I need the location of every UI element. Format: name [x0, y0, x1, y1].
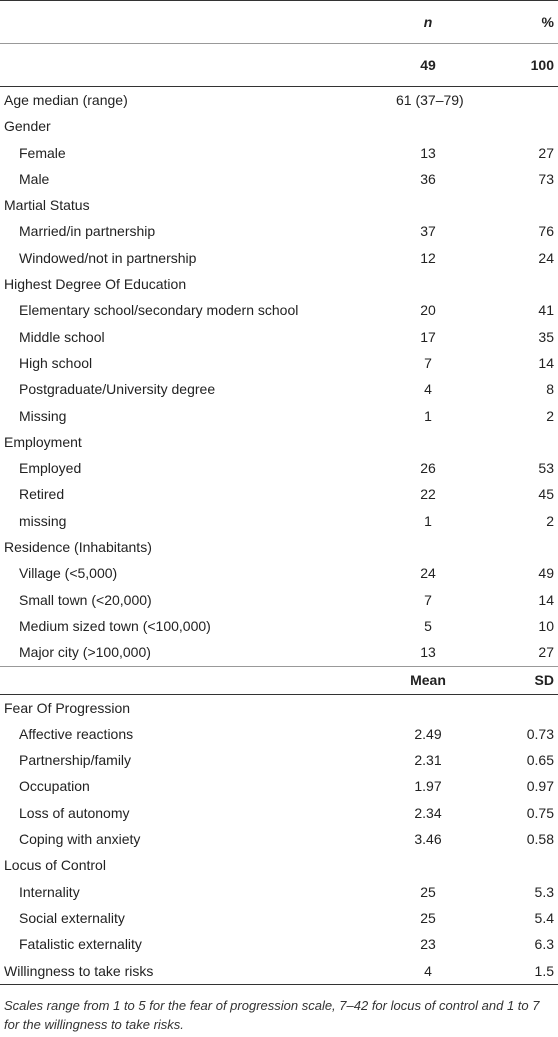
table-row	[0, 747, 558, 773]
totals-row	[0, 44, 558, 87]
header-sd: SD	[534, 671, 554, 688]
row-percent: 8	[546, 381, 554, 398]
row-n: 7	[424, 591, 432, 608]
row-label: Partnership/family	[19, 752, 132, 769]
table-footnote: Scales range from 1 to 5 for the fear of progression scale, 7–42 for locus of control and 1 to 7 for the willingness to take risks.	[4, 997, 540, 1032]
header-label-cell	[0, 1, 386, 44]
table-row	[0, 826, 558, 852]
category-row	[0, 113, 558, 139]
row-label: Windowed/not in partnership	[19, 249, 197, 266]
row-n: 7	[424, 354, 432, 371]
table-row	[0, 245, 558, 271]
row-n: 1	[424, 407, 432, 424]
table-row	[0, 218, 558, 244]
table-row	[0, 773, 558, 799]
row-mean: 25	[420, 909, 436, 926]
table-row	[0, 403, 558, 429]
row-label: Missing	[19, 407, 67, 424]
row-label: Loss of autonomy	[19, 804, 130, 821]
row-label: Coping with anxiety	[19, 831, 141, 848]
row-label: Married/in partnership	[19, 223, 156, 240]
row-percent: 27	[538, 144, 554, 161]
row-n: 24	[420, 565, 436, 582]
row-sd: 0.75	[526, 804, 554, 821]
row-percent: 24	[538, 249, 554, 266]
row-mean: 3.46	[414, 831, 442, 848]
category-row	[0, 852, 558, 878]
row-label: Occupation	[19, 778, 90, 795]
table-row	[0, 721, 558, 747]
row-sd: 6.3	[534, 936, 554, 953]
table-row	[0, 166, 558, 192]
table-row	[0, 905, 558, 931]
totals-label	[0, 44, 386, 87]
table-row	[0, 140, 558, 166]
row-mean: 1.97	[414, 778, 442, 795]
row-n: 13	[420, 644, 436, 661]
row-label: Female	[19, 144, 66, 161]
row-percent: 73	[538, 170, 554, 187]
row-label: Social externality	[19, 909, 125, 926]
category-row	[0, 694, 558, 721]
row-sd: 1.5	[534, 962, 554, 979]
row-sd: 0.97	[526, 778, 554, 795]
row-label: Major city (>100,000)	[19, 644, 151, 661]
stats-header-row	[0, 666, 558, 694]
row-mean: 2.49	[414, 725, 442, 742]
table-row	[0, 800, 558, 826]
totals-percent: 100	[530, 57, 554, 73]
row-n: 36	[420, 170, 436, 187]
totals-n: 49	[420, 57, 436, 73]
row-percent: 2	[546, 512, 554, 529]
row-label: Elementary school/secondary modern school	[19, 302, 299, 319]
row-percent: 41	[538, 302, 554, 319]
header-percent: %	[541, 14, 554, 30]
table-row	[0, 587, 558, 613]
table-row	[0, 639, 558, 666]
row-sd: 5.4	[534, 909, 554, 926]
row-n: 17	[420, 328, 436, 345]
row-sd: 5.3	[534, 883, 554, 900]
row-label: Internality	[19, 883, 80, 900]
row-sd: 0.65	[526, 752, 554, 769]
row-percent: 2	[546, 407, 554, 424]
category-label: Locus of Control	[4, 857, 106, 874]
age-value: 61 (37–79)	[396, 92, 464, 108]
row-mean: 25	[420, 883, 436, 900]
row-n: 5	[424, 617, 432, 634]
row-label: missing	[19, 512, 67, 529]
row-label: Fatalistic externality	[19, 936, 142, 953]
table-header-row	[0, 1, 558, 44]
table-row	[0, 376, 558, 402]
age-label: Age median (range)	[4, 92, 128, 108]
table-row	[0, 455, 558, 481]
category-row	[0, 534, 558, 560]
row-label: Village (<5,000)	[19, 565, 118, 582]
table-row	[0, 958, 558, 985]
table-row	[0, 508, 558, 534]
row-mean: 2.34	[414, 804, 442, 821]
row-sd: 0.73	[526, 725, 554, 742]
table-row	[0, 324, 558, 350]
row-n: 20	[420, 302, 436, 319]
table-row	[0, 297, 558, 323]
header-n: n	[423, 14, 433, 30]
row-n: 37	[420, 223, 436, 240]
category-row	[0, 271, 558, 297]
category-label: Gender	[4, 118, 51, 135]
row-percent: 53	[538, 460, 554, 477]
table-row	[0, 613, 558, 639]
row-n: 26	[420, 460, 436, 477]
row-label: Male	[19, 170, 50, 187]
row-n: 1	[424, 512, 432, 529]
row-n: 12	[420, 249, 436, 266]
row-mean: 23	[420, 936, 436, 953]
category-label: Martial Status	[4, 197, 90, 214]
row-label: Retired	[19, 486, 65, 503]
table-row	[0, 87, 558, 114]
table-row	[0, 560, 558, 586]
row-percent: 14	[538, 354, 554, 371]
row-percent: 10	[538, 617, 554, 634]
row-n: 4	[424, 381, 432, 398]
row-label: Affective reactions	[19, 725, 134, 742]
row-percent: 76	[538, 223, 554, 240]
row-percent: 45	[538, 486, 554, 503]
row-sd: 0.58	[526, 831, 554, 848]
row-percent: 14	[538, 591, 554, 608]
category-row	[0, 429, 558, 455]
category-label: Employment	[4, 433, 82, 450]
row-mean: 4	[424, 962, 432, 979]
row-label: Willingness to take risks	[4, 962, 154, 979]
category-row	[0, 192, 558, 218]
row-label: High school	[19, 354, 93, 371]
row-label: Employed	[19, 460, 82, 477]
category-label: Fear Of Progression	[4, 699, 131, 716]
row-label: Small town (<20,000)	[19, 591, 152, 608]
row-percent: 49	[538, 565, 554, 582]
header-mean: Mean	[410, 671, 446, 688]
table-row	[0, 879, 558, 905]
row-n: 13	[420, 144, 436, 161]
table-row	[0, 481, 558, 507]
row-label: Middle school	[19, 328, 105, 345]
row-percent: 35	[538, 328, 554, 345]
row-percent: 27	[538, 644, 554, 661]
row-mean: 2.31	[414, 752, 442, 769]
category-label: Residence (Inhabitants)	[4, 539, 152, 556]
row-label: Medium sized town (<100,000)	[19, 617, 211, 634]
table-row	[0, 931, 558, 957]
category-label: Highest Degree Of Education	[4, 276, 187, 293]
table-row	[0, 350, 558, 376]
row-label: Postgraduate/University degree	[19, 381, 216, 398]
row-n: 22	[420, 486, 436, 503]
